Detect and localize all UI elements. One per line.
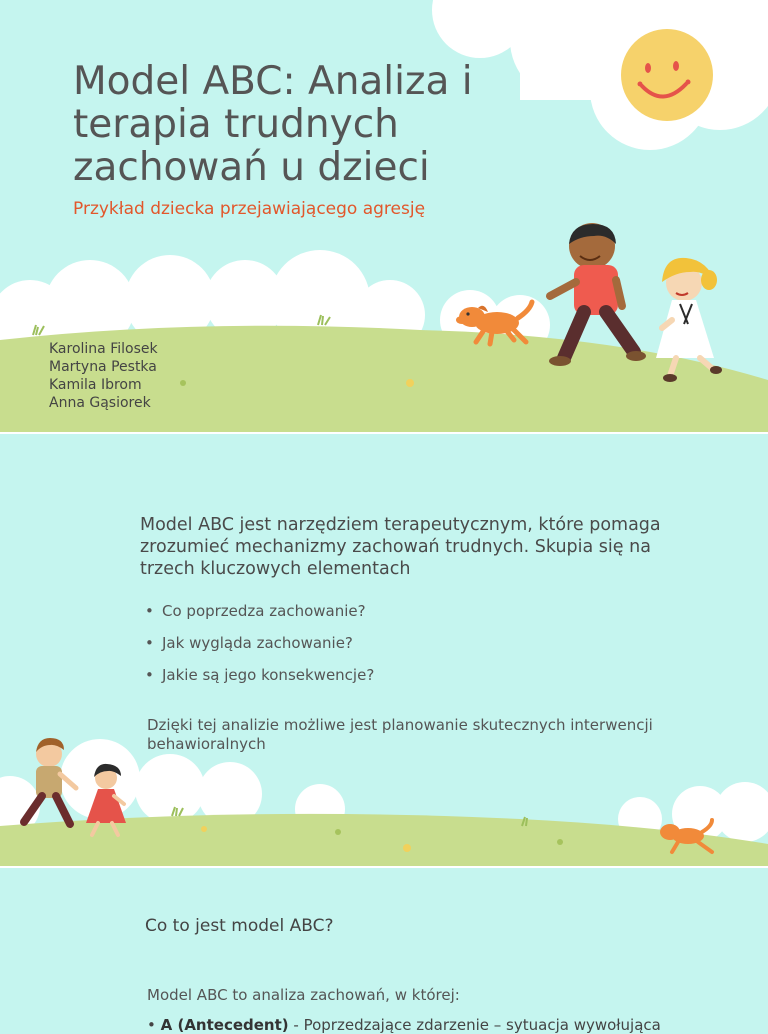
- definition-slide: [0, 868, 768, 1034]
- term-description: - Poprzedzające zdarzenie – sytuacja wywołująca: [288, 1016, 661, 1034]
- page-subtitle: Przykład dziecka przejawiającego agresję: [73, 199, 426, 219]
- title-slide: [0, 0, 768, 432]
- conclusion-paragraph: Dzięki tej analizie możliwe jest planowanie skutecznych interwencji behawioralnych: [147, 716, 653, 753]
- definition-lead: Model ABC to analiza zachowań, w której:: [147, 986, 460, 1004]
- author-name: Kamila Ibrom: [49, 377, 142, 393]
- walking-boy-icon: [24, 738, 76, 824]
- bullet-icon: •: [147, 1016, 156, 1034]
- author-name: Anna Gąsiorek: [49, 395, 151, 411]
- list-item: [147, 1016, 661, 1034]
- list-item-text: Co poprzedza zachowanie?: [162, 602, 366, 620]
- section-heading: Co to jest model ABC?: [145, 916, 334, 936]
- intro-slide: [0, 434, 768, 866]
- term-label: A (Antecedent): [160, 1016, 289, 1034]
- list-item: [145, 666, 374, 698]
- page-title: Model ABC: Analiza i terapia trudnych zachowań u dzieci: [73, 59, 473, 190]
- list-item-text: Jak wygląda zachowanie?: [162, 634, 353, 652]
- bullet-icon: •: [145, 634, 154, 652]
- bullet-icon: •: [145, 602, 154, 620]
- bullet-icon: •: [145, 666, 154, 684]
- author-list: [49, 340, 158, 412]
- key-elements-list: [145, 602, 374, 698]
- intro-slide-illustration: [0, 434, 768, 866]
- list-item-text: Jakie są jego konsekwencje?: [162, 666, 375, 684]
- author-name: Martyna Pestka: [49, 359, 157, 375]
- author-name: Karolina Filosek: [49, 341, 158, 357]
- list-item: [145, 602, 374, 634]
- list-item: [145, 634, 374, 666]
- smiling-sun-icon: [621, 29, 713, 121]
- intro-paragraph: Model ABC jest narzędziem terapeutycznym, które pomaga zrozumieć mechanizmy zachowań trudnych. Skupia się na trzech kluczowych elementach: [140, 515, 661, 579]
